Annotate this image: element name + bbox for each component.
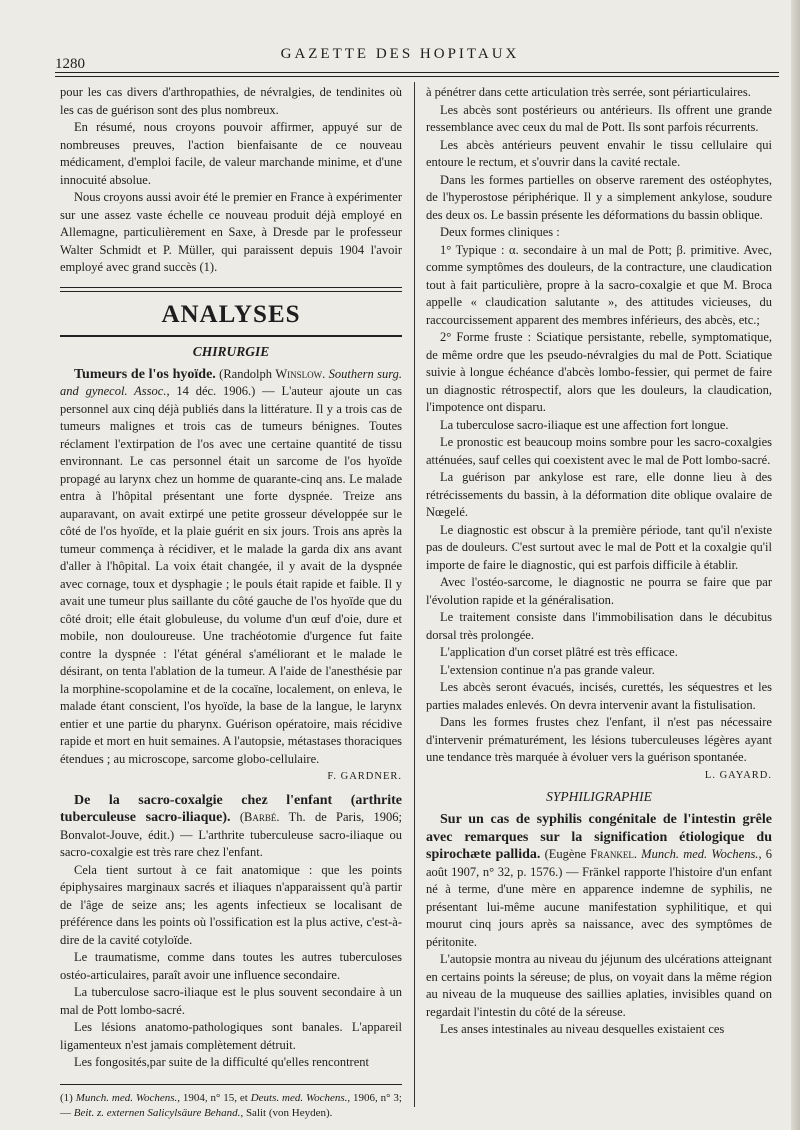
left-paragraph: pour les cas divers d'arthropathies, de névralgies, de tendinites où les cas de guérison sont des plus nombreux. (60, 85, 402, 117)
rubric-syphiligraphie: SYPHILIGRAPHIE (546, 789, 652, 804)
page-number: 1280 (55, 56, 85, 72)
left-paragraph: Nous croyons aussi avoir été le premier en France à expérimenter sur une assez vaste échelle ce nouveau produit déjà employé en Allemagne, particulièrement en Saxe, à Dresde par le professeur Walter Schmidt et P. Müller, qui paraissent depuis 1904 l'avoir employé avec grand succès (1). (60, 190, 402, 274)
right-paragraph: 2° Forme fruste : Sciatique persistante, rebelle, symptomatique, de même ordre que les pseudo-névralgies du mal de Pott. Sciatique suivie à longue échéance d'abcès lombo-fessier, qui permet de faire un diagnostic rétrospectif, alors que les douleurs, la claudication, l'impotence ont disparu. (426, 330, 772, 414)
right-paragraph: Dans les formes frustes chez l'enfant, il n'est pas nécessaire d'intervenir prématurément, les lésions tuberculeuses légères ayant une tendance très marquée à évoluer vers la guérison spontanée. L. GAYARD. (426, 714, 772, 767)
article-reference: (Randolph (219, 366, 276, 381)
article-reference: , 6 août 1907, n° 32, p. 1576.) — (426, 847, 772, 879)
right-paragraph: La guérison par ankylose est rare, elle donne lieu à des rétrécissements du bassin, à la déformation dite oblique ovalaire de Nœgelé. (426, 470, 772, 519)
article-body: L'arthrite tuberculeuse sacro-iliaque ou sacro-coxalgie est très rare chez l'enfant. (60, 827, 402, 859)
header-rule-top (55, 72, 779, 73)
section-underline (60, 335, 402, 337)
article-author: Frankel (590, 847, 634, 861)
right-paragraph: Les abcès seront évacués, incisés, curettés, les séquestres et les parties malades enlevés. On devra intervenir avant la fistulisation. (426, 680, 772, 712)
right-paragraph: Avec l'ostéo-sarcome, le diagnostic ne pourra se faire que par l'évolution rapide et la généralisation. (426, 575, 772, 607)
section-heading: ANALYSES (161, 300, 301, 328)
right-paragraph: L'extension continue n'a pas grande valeur. (440, 662, 655, 677)
article-syphilis-congenitale (426, 811, 772, 951)
right-paragraph: Les abcès antérieurs peuvent envahir le tissu cellulaire qui entoure le rectum, et s'ouvrir dans la cavité rectale. (426, 137, 772, 169)
article-body: Fränkel rapporte l'histoire d'un enfant né à terme, d'une mère en apparence indemne de syphilis, ne présentant lui-même aucune manifestation syphilitique, et qui mourut cinq jours après sa naissance, avec des symptômes de péritonite. (426, 864, 773, 949)
article-title: Sur un cas de syphilis congénitale de l'intestin grêle avec remarques sur la signification étiologique du spirochæte pallida. (426, 812, 772, 862)
right-paragraph: 1° Typique : α. secondaire à un mal de Pott; β. primitive. Avec, comme symptômes des douleurs, de la contracture, une claudication tout à fait particulière, propre à la sacro-coxalgie et que M. Broca appelle « claudication salutante », des attitudes vicieuses, du raccourcissement apparent des membres inférieurs, des abcès, etc.; (426, 242, 772, 327)
article-reference: , 14 déc. 1906.) — (166, 384, 282, 398)
article-tumeurs-os-hyoide (60, 366, 403, 782)
right-paragraph: L'application d'un corset plâtré est très efficace. (440, 645, 678, 659)
article-journal: Southern surg. and gynecol. Assoc. (60, 366, 403, 398)
rubric-chirurgie: CHIRURGIE (192, 343, 270, 359)
article-journal: Munch. med. Wochens. (641, 847, 759, 861)
footnote: (1) Munch. med. Wochens., 1904, n° 15, et Deuts. med. Wochens., 1906, n° 3; — Beit. z. externen Salicylsäure Behand., Salit (von Heyden). (60, 1091, 402, 1119)
left-paragraph: Le traumatisme, comme dans toutes les autres tuberculoses ostéo-articulaires, paraît avoir une influence secondaire. (60, 950, 402, 982)
left-paragraph: En résumé, nous croyons pouvoir affirmer, appuyé sur de nombreuses preuves, l'action bienfaisante de ce nouveau médicament, d'emploi facile, de valeur marchande minime, et d'une innocuité absolue. (60, 120, 402, 187)
article-signature: L. GAYARD. (704, 769, 772, 781)
right-paragraph: Le traitement consiste dans l'immobilisation dans le décubitus dorsal très prolongée. (426, 610, 772, 642)
right-paragraph: Le pronostic est beaucoup moins sombre pour les sacro-coxalgies atténuées, sauf celles qui coexistent avec le mal de Pott lombo-sacré. (426, 435, 772, 467)
left-paragraph: Les lésions anatomo-pathologiques sont banales. L'appareil ligamenteux n'est jamais complètement détruit. (60, 1020, 402, 1052)
article-reference: ( (230, 810, 245, 824)
right-column (426, 84, 772, 1039)
article-signature: F. GARDNER. (327, 771, 402, 782)
article-title: De la sacro-coxalgie chez l'enfant (arthrite tuberculeuse sacro-iliaque). (60, 792, 402, 825)
footnote-rule (60, 1084, 402, 1085)
column-divider (414, 82, 415, 1107)
right-paragraph: Deux formes cliniques : (440, 225, 560, 239)
article-reference: . (322, 366, 329, 381)
article-reference: . Th. de Paris, 1906; Bonvalot-Jouve, édit.) — (60, 810, 402, 842)
article-body: L'auteur ajoute un cas personnel aux cinq déjà publiés dans la littérature. Il y a trois cas de tumeurs malignes et trois cas de tumeurs bénignes. Toutes réclament l'extirpation de l'os avec une certaine quantité de tissu environnant. Le cas personnel était un sarcome de l'os hyoïde propagé au larynx chez un homme de quarante-cinq ans. Le malade entra à l'hôpital présentant une forte dyspnée. Treize ans auparavant, on avait extirpé une petite grosseur développée sur le côté de l'os hyoïde, et la plaie guérit en six jours. Trois ans après la tumeur commença à récidiver, et le malade la garda dix ans avant d'aller à l'hôpital. La voix était changée, il y avait de la dyspnée avec cornage, toux et dysphagie ; le pouls était rapide et faible. Il y avait une tumeur plus saillante du côté gauche de l'os hyoïde que du côté droit; elle était globuleuse, du volume d'un œuf d'oie, dure et mobile, non douloureuse. Une trachéotomie d'urgence fut faite contre la dyspnée : l'état général s'améliorant et le malade le désirant, on tenta l'ablation de la tumeur. A l'aide de l'anesthésie par la morphine-scopolamine et de la cocaïne, localement, on enleva, le malade étant conscient, l'os hyoïde, la base de la langue, le larynx entier et une partie du pharynx. Guérison opératoire, mais récidive rapide et mort en huit semaines. A l'autopsie, métastases thoraciques étendues ; au microscope, sarcome globo-cellulaire. (60, 384, 403, 766)
article-reference: (Eugène (540, 847, 591, 861)
left-paragraph: Cela tient surtout à ce fait anatomique : que les points épiphysaires marginaux sacrés et iliaques n'apparaissent qu'à partir de l'âge de seize ans; les agents infectieux se localisant de préférence dans les points où l'ossification est la plus active, c'est-à-dire de la cavité cotyloïde. (60, 862, 402, 947)
article-sacro-coxalgie (60, 792, 402, 862)
right-paragraph: Les abcès sont postérieurs ou antérieurs. Ils offrent une grande ressemblance avec ceux du mal de Pott. Ils sont parfois récurrents. (426, 102, 772, 134)
right-paragraph: Le diagnostic est obscur à la première période, tant qu'il n'existe pas de douleurs. C'est surtout avec le mal de Pott et la coxalgie qu'il importe de faire le diagnostic, qui est parfois difficile à établir. (426, 522, 772, 572)
right-paragraph: L'autopsie montra au niveau du jéjunum des ulcérations atteignant en certains points la séreuse; de plus, on voyait dans la même région au niveau de la muqueuse des saillies aplaties, invisibles quand on regardait l'intestin du côté de la séreuse. (426, 952, 772, 1019)
section-rule (60, 287, 402, 292)
right-paragraph: Les anses intestinales au niveau desquelles existaient ces (440, 1022, 725, 1036)
left-paragraph: La tuberculose sacro-iliaque est le plus souvent secondaire à un mal de Pott lombo-sacré. (60, 985, 402, 1017)
article-author: Barbé (244, 810, 277, 824)
page-edge (791, 0, 800, 1130)
left-paragraph: Les fongosités,par suite de la difficulté qu'elles rencontrent (74, 1055, 369, 1069)
right-paragraph: à pénétrer dans cette articulation très serrée, sont périarticulaires. (426, 85, 751, 99)
right-paragraph: Dans les formes partielles on observe rarement des ostéophytes, de l'hyperostose périphérique. Il y a simplement ankylose, soudure des deux os. Le bassin présente les déformations du bassin oblique. (426, 172, 772, 222)
article-author: Winslow (275, 366, 323, 381)
article-reference: . (633, 847, 642, 861)
journal-title: GAZETTE DES HOPITAUX (280, 46, 520, 62)
left-column (60, 84, 402, 1121)
header-rule-bottom (55, 76, 779, 77)
right-paragraph: La tuberculose sacro-iliaque est une affection fort longue. (440, 417, 729, 432)
article-title: Tumeurs de l'os hyoïde. (74, 366, 216, 382)
